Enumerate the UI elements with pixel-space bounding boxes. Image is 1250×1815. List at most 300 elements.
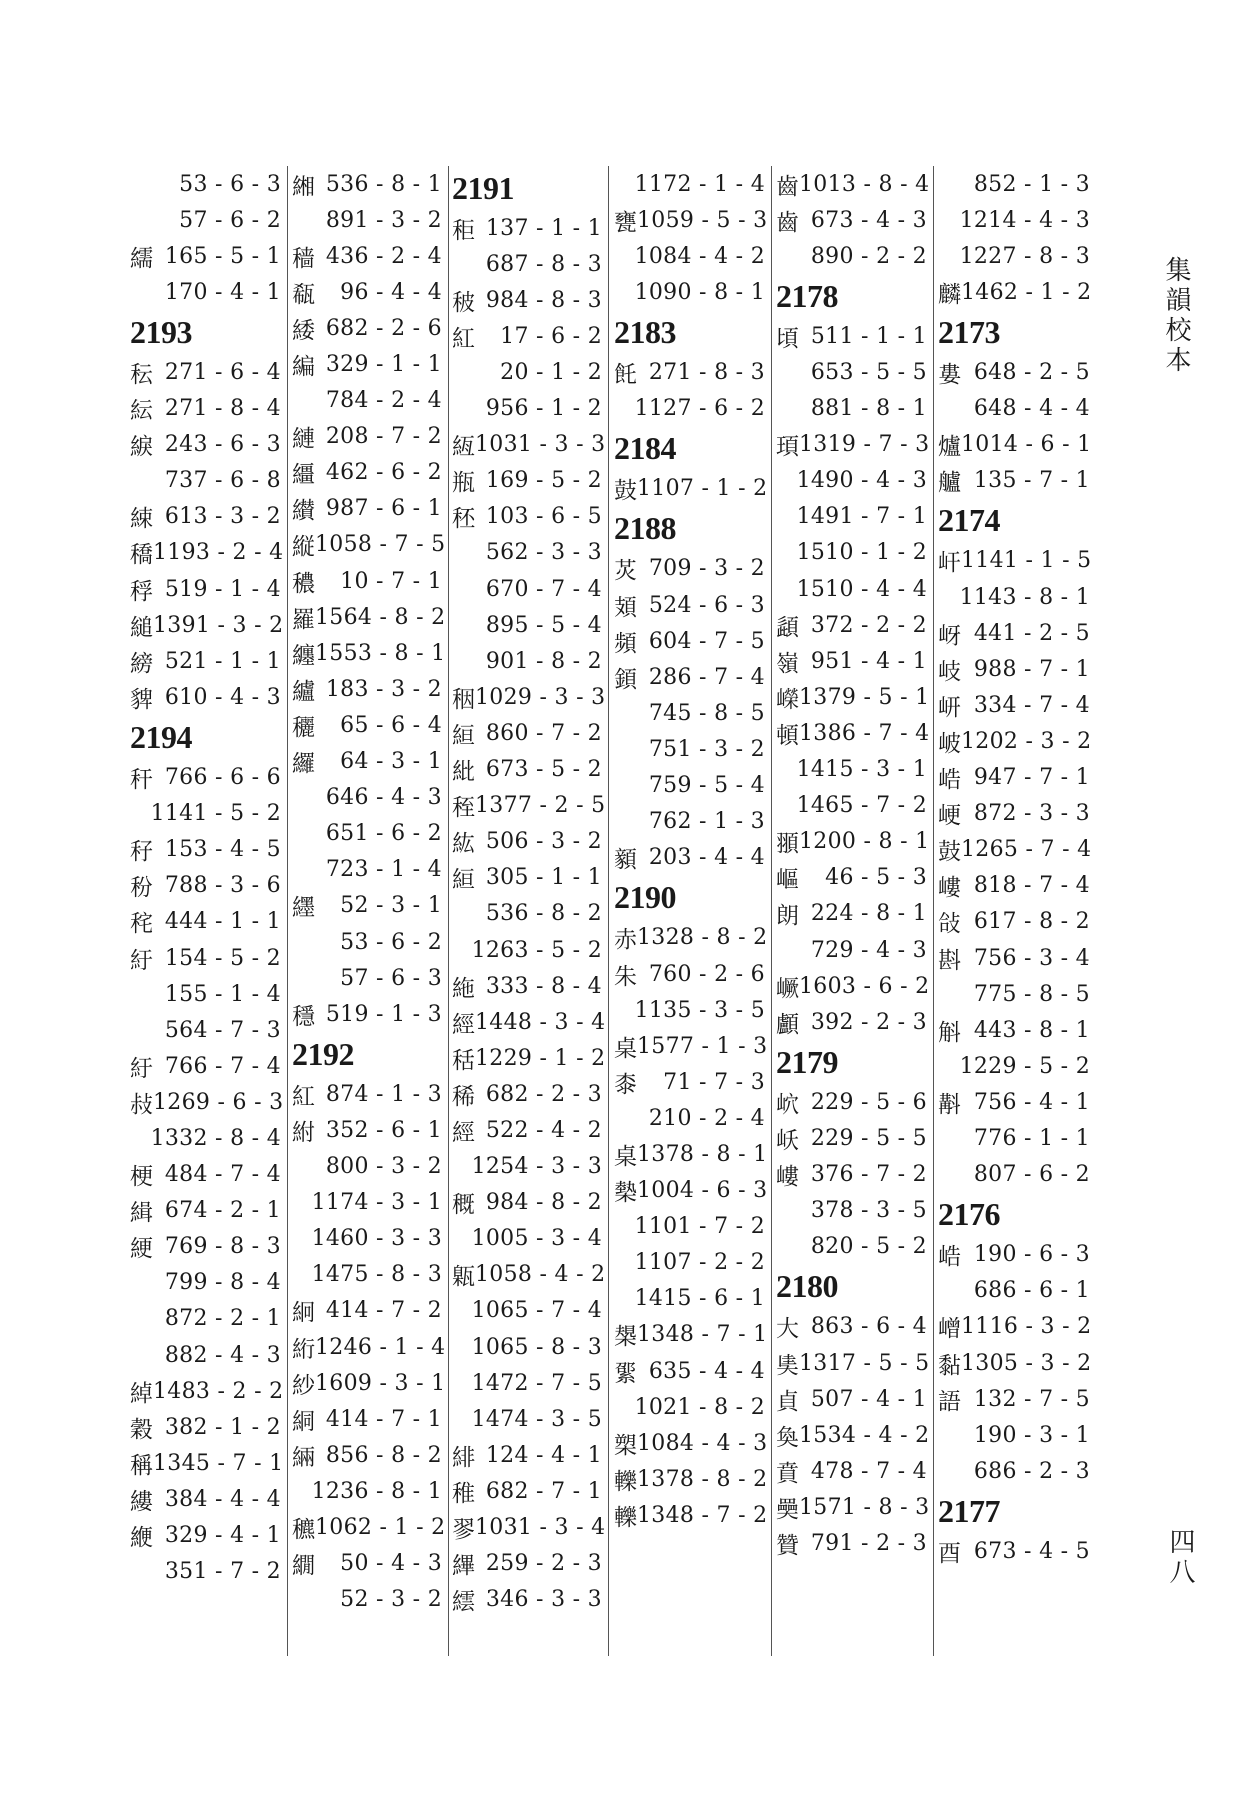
index-entry (130, 166, 287, 202)
entry-reference: 53 - 6 - 3 (179, 171, 281, 197)
index-entry (130, 391, 287, 427)
index-entry (452, 752, 608, 788)
index-entry (292, 491, 448, 527)
index-entry (130, 1409, 287, 1445)
section-number: 2174 (938, 502, 1000, 539)
index-entry (452, 1365, 608, 1401)
entry-character: 嶒 (938, 1316, 961, 1343)
entry-character: 槼 (614, 1324, 637, 1351)
index-entry (452, 607, 608, 643)
entry-reference: 521 - 1 - 1 (164, 648, 281, 674)
index-entry (130, 1554, 287, 1590)
entry-character: 麟 (938, 281, 961, 308)
index-entry (938, 940, 1096, 976)
entry-character: 嶸 (776, 686, 799, 713)
index-entry (776, 1489, 933, 1525)
entry-reference: 208 - 7 - 2 (325, 424, 442, 450)
entry-character: 奰 (776, 1496, 799, 1523)
index-entry (130, 1157, 287, 1193)
entry-character: 屽 (938, 550, 961, 577)
entry-character: 纉 (292, 498, 315, 525)
index-entry (938, 1533, 1096, 1569)
entry-character: 秐 (130, 362, 153, 389)
index-entry (614, 238, 771, 274)
index-entry (938, 579, 1096, 615)
index-entry (776, 1309, 933, 1345)
section-heading (938, 1489, 1096, 1533)
index-entry (130, 354, 287, 390)
entry-reference: 947 - 7 - 1 (973, 765, 1090, 791)
entry-character: 稀 (452, 1083, 475, 1110)
index-entry (938, 1417, 1096, 1453)
entry-reference: 378 - 3 - 5 (810, 1198, 927, 1224)
entry-reference: 901 - 8 - 2 (485, 648, 602, 674)
entry-reference: 286 - 7 - 4 (648, 664, 765, 690)
entry-reference: 648 - 4 - 4 (973, 396, 1090, 422)
entry-reference: 984 - 8 - 2 (485, 1190, 602, 1216)
entry-reference: 71 - 7 - 3 (663, 1069, 765, 1095)
index-entry (776, 1381, 933, 1417)
entry-reference: 478 - 7 - 4 (810, 1458, 927, 1484)
index-entry (452, 1582, 608, 1618)
index-entry (614, 1353, 771, 1389)
entry-reference: 1141 - 1 - 5 (961, 548, 1092, 574)
entry-reference: 791 - 2 - 3 (810, 1531, 927, 1557)
entry-character: 齒 (776, 209, 799, 236)
index-entry (130, 1120, 287, 1156)
entry-character: 顡 (614, 847, 637, 874)
index-column-5 (776, 166, 934, 1656)
index-entry (614, 587, 771, 623)
index-entry (614, 1209, 771, 1245)
index-entry (130, 238, 287, 274)
book-title: 集韻校本 (1161, 256, 1191, 376)
entry-character: 嶥 (776, 975, 799, 1002)
entry-reference: 132 - 7 - 5 (973, 1386, 1090, 1412)
entry-character: 紆 (130, 1055, 153, 1082)
entry-character: 頓 (776, 722, 799, 749)
entry-reference: 1332 - 8 - 4 (150, 1125, 281, 1151)
index-entry (614, 768, 771, 804)
index-entry (292, 238, 448, 274)
index-entry (614, 166, 771, 202)
entry-reference: 860 - 7 - 2 (485, 720, 602, 746)
index-entry (938, 1048, 1096, 1084)
index-entry (130, 760, 287, 796)
entry-reference: 414 - 7 - 2 (325, 1298, 442, 1324)
entry-character: 紗 (292, 1372, 315, 1399)
index-entry (452, 679, 608, 715)
index-entry (292, 1509, 448, 1545)
entry-reference: 1491 - 7 - 1 (796, 504, 927, 530)
entry-character: 岍 (938, 694, 961, 721)
index-entry (776, 968, 933, 1004)
entry-reference: 674 - 2 - 1 (164, 1198, 281, 1224)
entry-reference: 1065 - 8 - 3 (471, 1334, 602, 1360)
index-entry (776, 1417, 933, 1453)
entry-reference: 443 - 8 - 1 (973, 1017, 1090, 1043)
entry-reference: 1058 - 7 - 5 (315, 532, 446, 558)
section-number: 2192 (292, 1035, 354, 1072)
index-entry (292, 1112, 448, 1148)
entry-character: 秛 (452, 289, 475, 316)
entry-character: 穑 (292, 245, 315, 272)
entry-character: 岐 (938, 658, 961, 685)
index-entry (452, 968, 608, 1004)
entry-reference: 1319 - 7 - 3 (799, 432, 930, 458)
index-entry (292, 635, 448, 671)
entry-reference: 392 - 2 - 3 (810, 1009, 927, 1035)
index-column-4 (614, 166, 772, 1656)
entry-reference: 818 - 7 - 4 (973, 873, 1090, 899)
entry-reference: 17 - 6 - 2 (500, 323, 602, 349)
section-heading (614, 427, 771, 471)
index-entry (292, 1473, 448, 1509)
entry-character: 綟 (130, 434, 153, 461)
entry-reference: 1021 - 8 - 2 (634, 1394, 765, 1420)
index-entry (776, 318, 933, 354)
index-entry (938, 166, 1096, 202)
entry-character: 嶁 (776, 1164, 799, 1191)
index-entry (776, 202, 933, 238)
index-entry (292, 346, 448, 382)
entry-reference: 760 - 2 - 6 (648, 961, 765, 987)
entry-reference: 271 - 8 - 4 (164, 396, 281, 422)
index-entry (452, 715, 608, 751)
index-entry (130, 1481, 287, 1517)
index-entry (292, 960, 448, 996)
index-entry (938, 868, 1096, 904)
entry-reference: 1254 - 3 - 3 (471, 1154, 602, 1180)
index-entry (614, 1497, 771, 1533)
index-entry (452, 824, 608, 860)
entry-reference: 137 - 1 - 1 (485, 215, 602, 241)
entry-character: 奊 (776, 1352, 799, 1379)
index-entry (292, 1329, 448, 1365)
entry-reference: 1031 - 3 - 4 (475, 1515, 606, 1541)
entry-character: 贊 (776, 1533, 799, 1560)
entry-character: 綀 (130, 506, 153, 533)
entry-character: 朱 (614, 963, 637, 990)
section-number: 2177 (938, 1492, 1000, 1529)
entry-reference: 506 - 3 - 2 (485, 829, 602, 855)
entry-reference: 1269 - 6 - 3 (153, 1089, 284, 1115)
entry-reference: 1472 - 7 - 5 (471, 1370, 602, 1396)
entry-character: 縷 (130, 1488, 153, 1515)
entry-character: 繻 (130, 245, 153, 272)
index-entry (452, 1546, 608, 1582)
entry-reference: 670 - 7 - 4 (485, 576, 602, 602)
index-entry (776, 824, 933, 860)
index-entry (452, 282, 608, 318)
index-column-1 (130, 166, 288, 1656)
entry-character: 斟 (938, 947, 961, 974)
index-entry (614, 1245, 771, 1281)
entry-character: 編 (292, 354, 315, 381)
index-entry (614, 1425, 771, 1461)
entry-reference: 524 - 6 - 3 (648, 592, 765, 618)
entry-reference: 165 - 5 - 1 (164, 243, 281, 269)
index-entry (130, 463, 287, 499)
entry-reference: 1058 - 4 - 2 (475, 1262, 606, 1288)
entry-character: 爐 (938, 434, 961, 461)
entry-reference: 384 - 4 - 4 (164, 1486, 281, 1512)
entry-reference: 872 - 3 - 3 (973, 801, 1090, 827)
index-entry (938, 760, 1096, 796)
entry-character: 穲 (292, 714, 315, 741)
entry-reference: 1172 - 1 - 4 (634, 171, 765, 197)
entry-reference: 1317 - 5 - 5 (799, 1350, 930, 1376)
index-entry (130, 1265, 287, 1301)
entry-reference: 1415 - 6 - 1 (634, 1286, 765, 1312)
index-entry (776, 354, 933, 390)
entry-character: 頿 (776, 614, 799, 641)
index-entry (776, 1453, 933, 1489)
index-entry (452, 860, 608, 896)
entry-reference: 745 - 8 - 5 (648, 700, 765, 726)
index-entry (292, 744, 448, 780)
index-entry (776, 860, 933, 896)
entry-reference: 756 - 4 - 1 (973, 1089, 1090, 1115)
entry-reference: 333 - 8 - 4 (485, 973, 602, 999)
section-heading (776, 274, 933, 318)
index-entry (614, 1064, 771, 1100)
index-entry (614, 1281, 771, 1317)
section-number: 2190 (614, 879, 676, 916)
entry-reference: 441 - 2 - 5 (973, 620, 1090, 646)
index-entry (776, 607, 933, 643)
section-number: 2178 (776, 277, 838, 314)
section-number: 2193 (130, 313, 192, 350)
entry-character: 穊 (452, 1192, 475, 1219)
section-heading (614, 310, 771, 354)
entry-reference: 635 - 4 - 4 (648, 1358, 765, 1384)
entry-reference: 155 - 1 - 4 (164, 981, 281, 1007)
index-entry (614, 659, 771, 695)
entry-reference: 799 - 8 - 4 (164, 1270, 281, 1296)
index-entry (292, 274, 448, 310)
index-entry (452, 643, 608, 679)
index-entry (130, 868, 287, 904)
entry-reference: 1465 - 7 - 2 (796, 793, 927, 819)
entry-reference: 1263 - 5 - 2 (471, 937, 602, 963)
entry-reference: 1004 - 6 - 3 (637, 1178, 768, 1204)
entry-reference: 154 - 5 - 2 (164, 945, 281, 971)
entry-reference: 1013 - 8 - 4 (799, 171, 930, 197)
entry-reference: 1246 - 1 - 4 (315, 1334, 446, 1360)
entry-character: 縪 (452, 1553, 475, 1580)
entry-character: 縦 (292, 534, 315, 561)
index-entry (938, 1345, 1096, 1381)
entry-reference: 776 - 1 - 1 (973, 1125, 1090, 1151)
section-number: 2179 (776, 1043, 838, 1080)
entry-reference: 271 - 6 - 4 (164, 360, 281, 386)
entry-character: 嶇 (776, 867, 799, 894)
index-entry (776, 391, 933, 427)
entry-reference: 210 - 2 - 4 (648, 1105, 765, 1131)
index-entry (776, 1345, 933, 1381)
entry-character: 秬 (452, 217, 475, 244)
entry-reference: 788 - 3 - 6 (164, 873, 281, 899)
index-entry (292, 816, 448, 852)
index-entry (452, 1437, 608, 1473)
index-entry (130, 1084, 287, 1120)
entry-reference: 682 - 2 - 6 (325, 315, 442, 341)
entry-reference: 1031 - 3 - 3 (475, 432, 606, 458)
entry-reference: 53 - 6 - 2 (340, 929, 442, 955)
entry-character: 槊 (614, 1432, 637, 1459)
section-heading (938, 499, 1096, 543)
index-entry (452, 391, 608, 427)
index-entry (614, 1100, 771, 1136)
entry-character: 甈 (452, 1264, 475, 1291)
entry-reference: 564 - 7 - 3 (164, 1017, 281, 1043)
index-entry (292, 1365, 448, 1401)
entry-reference: 651 - 6 - 2 (325, 821, 442, 847)
index-entry (452, 463, 608, 499)
entry-reference: 50 - 4 - 3 (340, 1551, 442, 1577)
entry-reference: 562 - 3 - 3 (485, 540, 602, 566)
entry-reference: 64 - 3 - 1 (340, 749, 442, 775)
index-entry (938, 796, 1096, 832)
index-entry (130, 643, 287, 679)
entry-character: 絎 (292, 1336, 315, 1363)
entry-reference: 436 - 2 - 4 (325, 243, 442, 269)
entry-character: 轢 (614, 1468, 637, 1495)
entry-character: 綤 (614, 1360, 637, 1387)
entry-reference: 1462 - 1 - 2 (961, 279, 1092, 305)
entry-character: 岆 (776, 1127, 799, 1154)
entry-reference: 20 - 1 - 2 (500, 360, 602, 386)
entry-reference: 759 - 5 - 4 (648, 773, 765, 799)
entry-character: 峼 (938, 767, 961, 794)
entry-reference: 687 - 8 - 3 (485, 251, 602, 277)
index-entry (130, 1373, 287, 1409)
entry-character: 緗 (292, 173, 315, 200)
entry-reference: 1386 - 7 - 4 (799, 720, 930, 746)
section-number: 2176 (938, 1196, 1000, 1233)
index-entry (292, 563, 448, 599)
entry-character: 嶁 (938, 875, 961, 902)
entry-reference: 190 - 3 - 1 (973, 1422, 1090, 1448)
entry-character: 秺 (130, 911, 153, 938)
entry-reference: 190 - 6 - 3 (973, 1242, 1090, 1268)
index-entry (452, 1509, 608, 1545)
index-entry (938, 1273, 1096, 1309)
entry-character: 頻 (614, 630, 637, 657)
entry-character: 鼓 (938, 839, 961, 866)
entry-character: 紆 (130, 947, 153, 974)
entry-character: 桌 (614, 1143, 637, 1170)
index-entry (292, 996, 448, 1032)
entry-reference: 1609 - 3 - 1 (315, 1370, 446, 1396)
entry-character: 紅 (292, 1083, 315, 1110)
index-entry (130, 679, 287, 715)
entry-reference: 709 - 3 - 2 (648, 556, 765, 582)
entry-reference: 259 - 2 - 3 (485, 1551, 602, 1577)
index-entry (292, 455, 448, 491)
entry-reference: 169 - 5 - 2 (485, 468, 602, 494)
index-entry (130, 1445, 287, 1481)
index-entry (452, 896, 608, 932)
index-entry (292, 1437, 448, 1473)
entry-reference: 1510 - 1 - 2 (796, 540, 927, 566)
index-entry (776, 463, 933, 499)
entry-reference: 1534 - 4 - 2 (799, 1422, 930, 1448)
entry-character: 槷 (614, 1180, 637, 1207)
index-entry (292, 1582, 448, 1618)
entry-character: 繝 (292, 1553, 315, 1580)
entry-reference: 1062 - 1 - 2 (315, 1515, 446, 1541)
entry-character: 穩 (292, 1003, 315, 1030)
entry-reference: 351 - 7 - 2 (164, 1559, 281, 1585)
entry-reference: 820 - 5 - 2 (810, 1234, 927, 1260)
index-entry (614, 1317, 771, 1353)
entry-reference: 1378 - 8 - 2 (637, 1466, 768, 1492)
index-entry (452, 1040, 608, 1076)
entry-reference: 686 - 2 - 3 (973, 1458, 1090, 1484)
index-entry (292, 888, 448, 924)
index-entry (452, 1112, 608, 1148)
entry-reference: 1116 - 3 - 2 (961, 1314, 1092, 1340)
entry-reference: 1229 - 1 - 2 (475, 1045, 606, 1071)
index-entry (292, 166, 448, 202)
index-entry (938, 1381, 1096, 1417)
index-entry (614, 202, 771, 238)
index-entry (938, 651, 1096, 687)
index-entry (938, 687, 1096, 723)
entry-character: 奐 (776, 1424, 799, 1451)
entry-reference: 756 - 3 - 4 (973, 945, 1090, 971)
page-number: 四八 (1165, 1528, 1195, 1588)
entry-character: 敆 (938, 911, 961, 938)
entry-reference: 224 - 8 - 1 (810, 901, 927, 927)
entry-reference: 891 - 3 - 2 (325, 207, 442, 233)
section-heading (452, 166, 608, 210)
entry-character: 翏 (452, 1517, 475, 1544)
entry-reference: 852 - 1 - 3 (973, 171, 1090, 197)
entry-character: 大 (776, 1316, 799, 1343)
entry-character: 梗 (130, 1164, 153, 1191)
index-entry (452, 354, 608, 390)
entry-reference: 536 - 8 - 2 (485, 901, 602, 927)
entry-reference: 271 - 8 - 3 (648, 360, 765, 386)
section-number: 2180 (776, 1268, 838, 1305)
section-number: 2184 (614, 430, 676, 467)
entry-reference: 1391 - 3 - 2 (153, 612, 284, 638)
index-entry (776, 427, 933, 463)
entry-reference: 769 - 8 - 3 (164, 1234, 281, 1260)
index-entry (292, 1293, 448, 1329)
entry-reference: 329 - 4 - 1 (164, 1523, 281, 1549)
entry-character: 艫 (938, 470, 961, 497)
entry-reference: 766 - 6 - 6 (164, 765, 281, 791)
entry-character: 顉 (614, 666, 637, 693)
index-entry (938, 1309, 1096, 1345)
entry-character: 岤 (776, 1091, 799, 1118)
entry-reference: 484 - 7 - 4 (164, 1162, 281, 1188)
entry-reference: 686 - 6 - 1 (973, 1278, 1090, 1304)
entry-character: 斠 (938, 1091, 961, 1118)
index-entry (452, 1149, 608, 1185)
entry-character: 紅 (452, 325, 475, 352)
index-entry (130, 202, 287, 238)
index-entry (130, 1337, 287, 1373)
entry-character: 瓶 (452, 470, 475, 497)
entry-reference: 872 - 2 - 1 (164, 1306, 281, 1332)
index-entry (292, 707, 448, 743)
index-entry (938, 543, 1096, 579)
